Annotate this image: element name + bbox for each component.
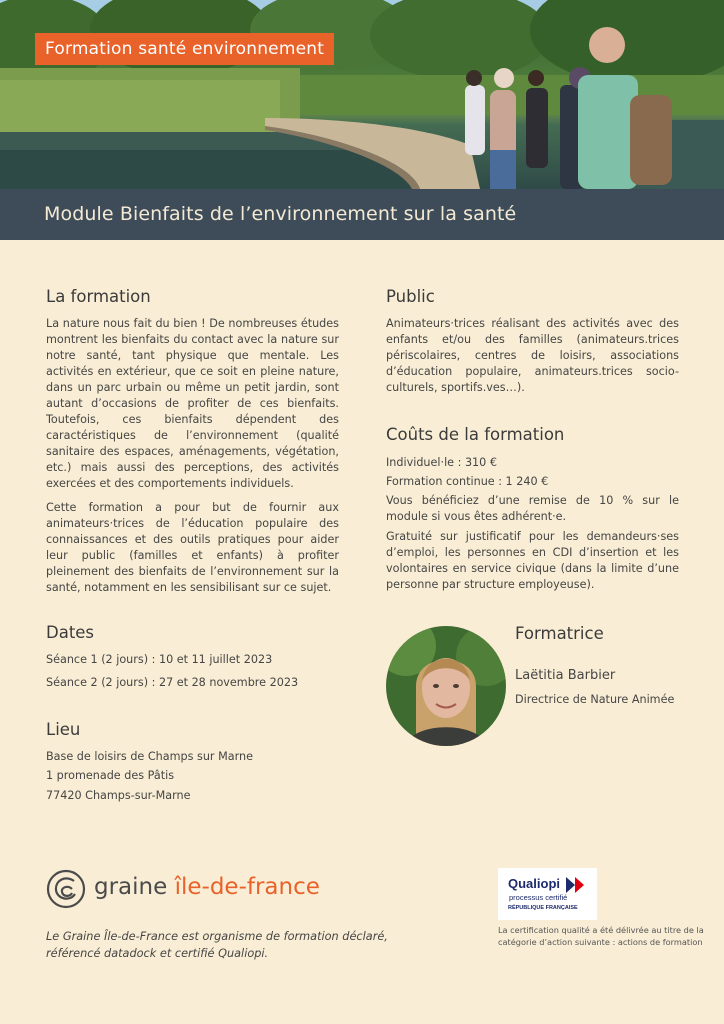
cout-remise: Vous bénéficiez d’une remise de 10 % sur le module si vous êtes adhérent·e. <box>386 494 679 523</box>
lieu-heading: Lieu <box>46 720 81 739</box>
formatrice-name: Laëtitia Barbier <box>515 668 616 683</box>
dates-heading: Dates <box>46 623 95 642</box>
graine-certification-note: Le Graine Île-de-France est organisme de formation déclaré, référencé datadock et certifié Qualiopi. <box>46 930 388 960</box>
logo-word-graine: graine <box>94 874 168 900</box>
formation-paragraph-2: Cette formation a pour but de fournir aux animateurs·trices de l’éducation populaire des connaissances et des outils pratiques pour aider leur public (familles et enfants) à profiter pleinement des bienfaits de l’environnement sur la santé, notamment en les sensibilisant sur ce sujet. <box>46 501 339 594</box>
formatrice-heading: Formatrice <box>515 624 604 643</box>
qualiopi-note: La certification qualité a été délivrée au titre de la catégorie d’action suivante : actions de formation <box>498 925 704 947</box>
module-title-band <box>0 189 724 240</box>
formation-badge: Formation santé environnement <box>35 33 334 65</box>
logo-word-region: île-de-france <box>174 874 320 900</box>
qualiopi-arrow-icon <box>566 877 588 893</box>
public-heading: Public <box>386 287 435 306</box>
formatrice-portrait <box>386 626 506 746</box>
formation-heading: La formation <box>46 287 151 306</box>
public-paragraph: Animateurs·trices réalisant des activités avec des enfants et/ou des familles (animateurs.trices périscolaires, centres de loisirs, associations d’éducation populaire, animateurs.trices socio-culturels, sportifs.ves…). <box>386 317 679 394</box>
cout-individuel: Individuel·le : 310 € <box>386 456 497 469</box>
hero-photo <box>0 0 724 189</box>
couts-heading: Coûts de la formation <box>386 425 565 444</box>
date-seance-2: Séance 2 (2 jours) : 27 et 28 novembre 2023 <box>46 676 299 689</box>
module-title: Module Bienfaits de l’environnement sur la santé <box>44 203 517 225</box>
graine-logo-text <box>94 874 320 900</box>
lieu-line-1: Base de loisirs de Champs sur Marne <box>46 750 253 763</box>
qualiopi-name: Qualiopi <box>508 876 560 891</box>
date-seance-1: Séance 1 (2 jours) : 10 et 11 juillet 2023 <box>46 653 273 666</box>
lieu-line-3: 77420 Champs-sur-Marne <box>46 789 191 802</box>
lieu-line-2: 1 promenade des Pâtis <box>46 769 175 782</box>
formation-paragraph-1: La nature nous fait du bien ! De nombreuses études montrent les bienfaits du contact avec la nature sur notre santé, tant physique que mentale. Les activités en extérieur, que ce soit en pleine nature, dans un parc urbain ou même un petit jardin, sont autant d’occasions de profiter de ces bienfaits. Toutefois, ces bienfaits dépendent des caractéristiques de l’environnement (qualité sanitaire des espaces, aménagements, végétation, etc.) mais aussi des perceptions, des activités exercées et des comportements individuels. <box>46 317 339 490</box>
formatrice-role: Directrice de Nature Animée <box>515 693 675 706</box>
qualiopi-subtitle: processus certifié <box>509 893 568 902</box>
hero-photo-scene <box>0 0 724 189</box>
cout-formation-continue: Formation continue : 1 240 € <box>386 475 549 488</box>
qualiopi-logo <box>498 868 597 920</box>
cout-gratuite: Gratuité sur justificatif pour les demandeurs·ses d’emploi, les personnes en CDI d’insertion et les volontaires en service civique (dans la limite d’une personne par structure employeuse). <box>386 530 679 591</box>
qualiopi-republique: RÉPUBLIQUE FRANÇAISE <box>508 905 578 911</box>
graine-logo-icon <box>46 869 86 909</box>
